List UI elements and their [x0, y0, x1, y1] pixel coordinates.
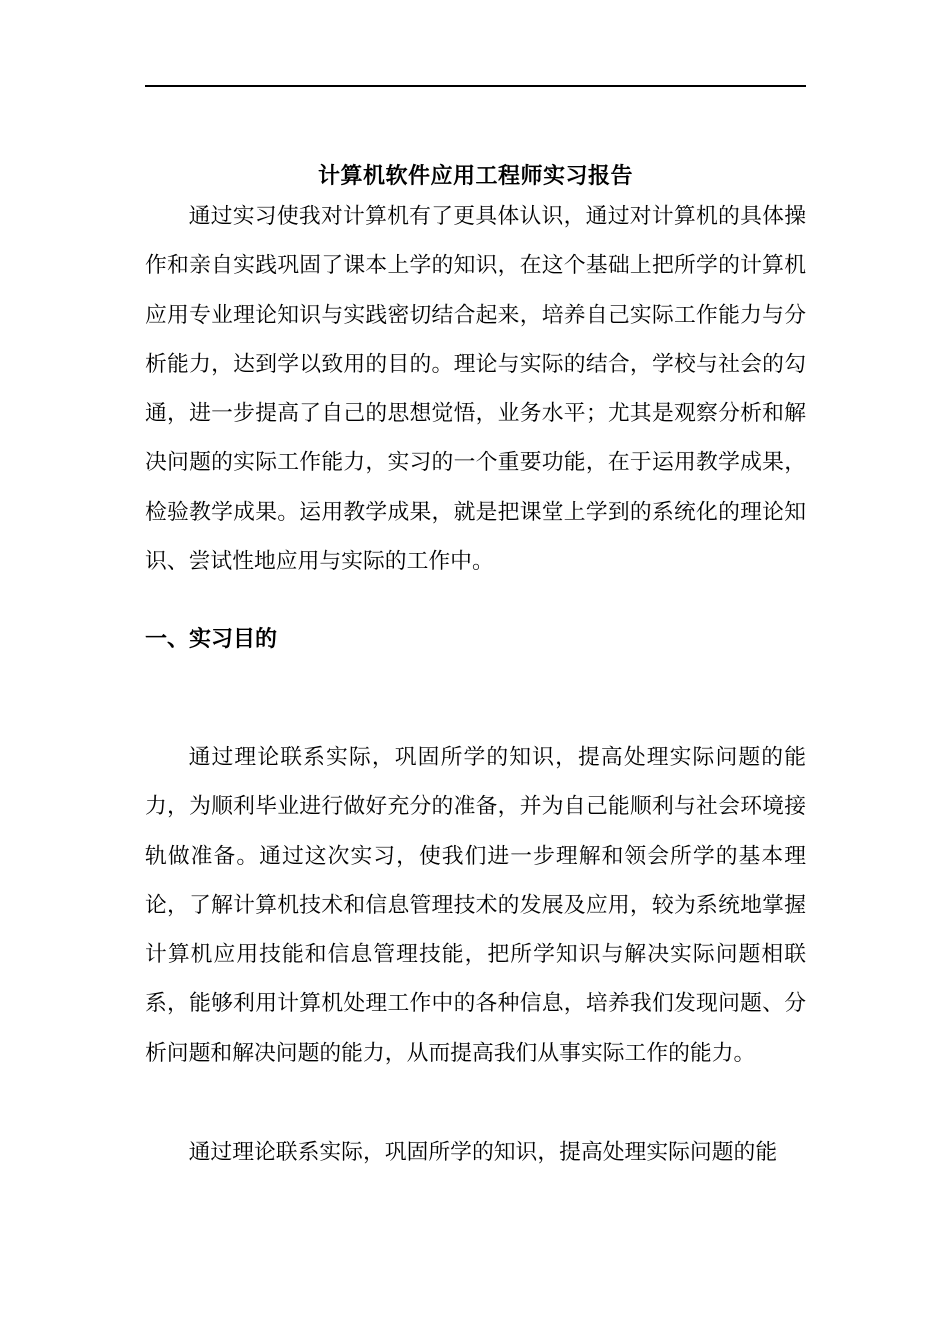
section-paragraph: 通过理论联系实际，巩固所学的知识，提高处理实际问题的能 — [188, 1140, 778, 1165]
section-paragraph: 通过理论联系实际，巩固所学的知识，提高处理实际问题的能力，为顺利毕业进行做好充分的准备，并为自己能顺利与社会环境接轨做准备。通过这次实习，使我们进一步理解和领会所学的基本理论，了解计算机技术和信息管理技术的发展及应用，较为系统地掌握计算机应用技能和信息管理技能，把所学知识与解决实际问题相联系，能够利用计算机处理工作中的各种信息，培养我们发现问题、分析问题和解决问题的能力，从而提高我们从事实际工作的能力。 — [145, 745, 806, 1066]
header-rule — [145, 85, 806, 87]
document-title: 计算机软件应用工程师实习报告 — [317, 163, 633, 189]
section-heading: 一、实习目的 — [145, 627, 278, 652]
intro-paragraph: 通过实习使我对计算机有了更具体认识，通过对计算机的具体操作和亲自实践巩固了课本上学的知识，在这个基础上把所学的计算机应用专业理论知识与实践密切结合起来，培养自己实际工作能力与分析能力，达到学以致用的目的。理论与实际的结合，学校与社会的勾通，进一步提高了自己的思想觉悟，业务水平；尤其是观察分析和解决问题的实际工作能力，实习的一个重要功能，在于运用教学成果，检验教学成果。运用教学成果，就是把课堂上学到的系统化的理论知识、尝试性地应用与实际的工作中。 — [145, 204, 806, 575]
